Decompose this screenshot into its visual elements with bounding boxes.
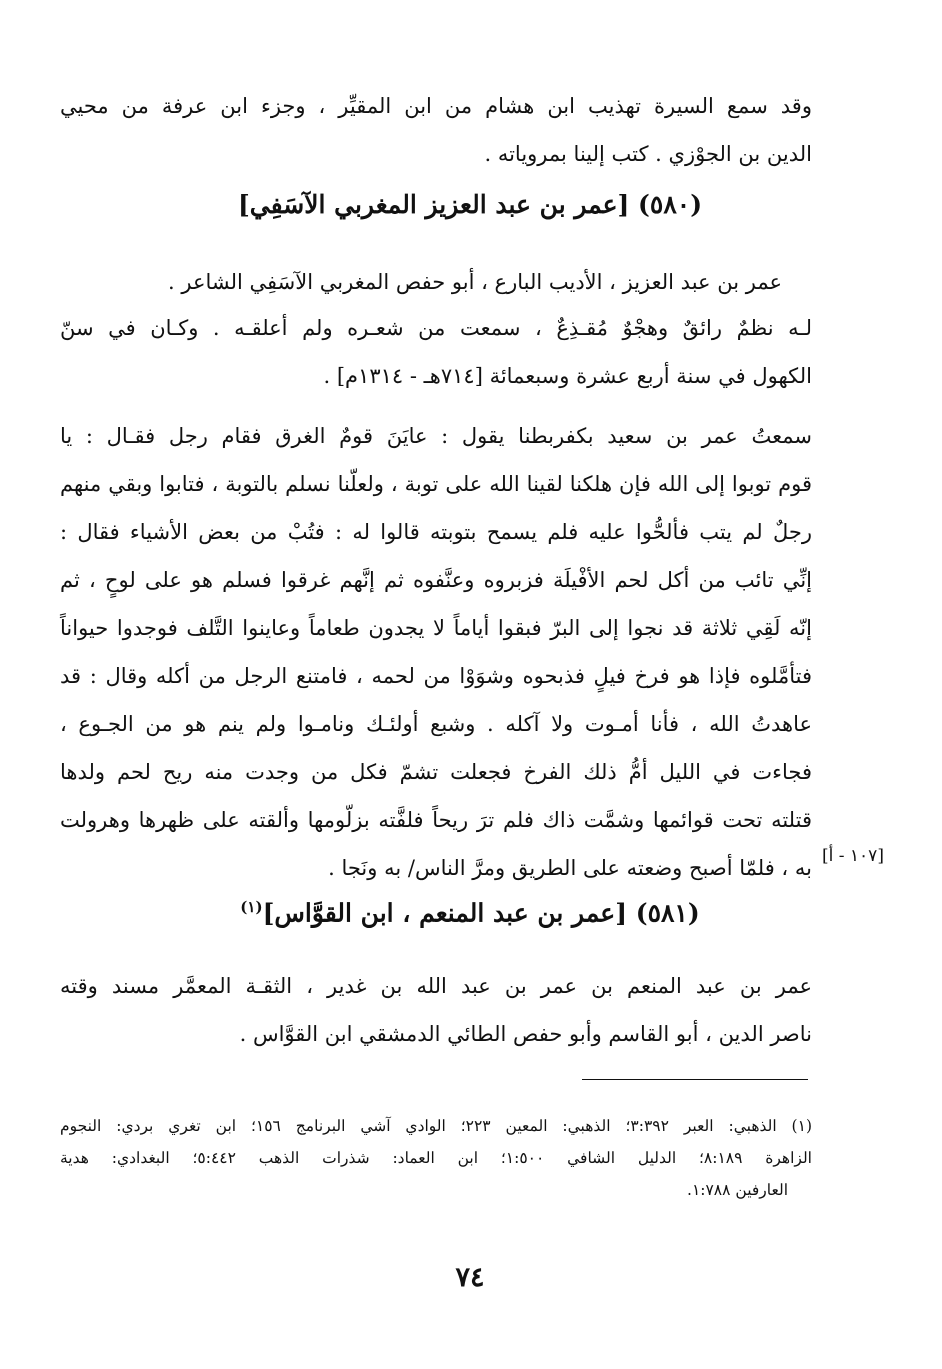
text-line: الكهول في سنة أربع عشرة وسبعمائة [٧١٤هـ - ١٣١٤م] . [323, 364, 812, 388]
text-line: إنّه لَقِي ثلاثة قد نجوا إلى البرّ فبقوا أياماً لا يجدون طعاماً وعاينوا التَّلف فوجدوا حيواناً [60, 616, 812, 640]
entry-581-heading-text: (٥٨١) [عمر بن عبد المنعم ، ابن القوَّاس] [262, 898, 700, 928]
text-line: قوم توبوا إلى الله فإن هلكنا لقينا الله على توبة ، ولعلّنا نسلم بالتوبة ، فتابوا وبقي منهم [60, 472, 812, 496]
footnote-line: الزاهرة ٨:١٨٩؛ الدليل الشافي ١:٥٠٠؛ ابن العماد: شذرات الذهب ٥:٤٤٢؛ البغدادي: هدية [60, 1149, 812, 1167]
text-line: فجاءت في الليل أمُّ ذلك الفرخ فجعلت تشمّ فكل من وجدت منه ريح لحم ولدها [60, 760, 813, 784]
entry-580-paragraph-3 [60, 412, 812, 892]
text-line: عمر بن عبد العزيز ، الأديب البارع ، أبو حفص المغربي الآسَفِي الشاعر . [168, 270, 782, 294]
text-line: سمعتُ عمر بن سعيد بكفربطنا يقول : عايَنَ قومٌ الغرق فقام رجل فقـال : يا [60, 424, 812, 448]
footnote-separator [582, 1079, 808, 1080]
entry-580-paragraph-2 [60, 304, 812, 400]
text-line: عاهدتُ الله ، فأنا أمـوت ولا آكله . وشبع أولئـك ونامـوا ولم ينم هو من الجـوع ، [60, 712, 812, 736]
text-line: إنِّي تائب من أكل لحم الأفْيلَة فزبروه وعنَّفوه ثم إنَّهم غرقوا فسلم هو على لوحٍ ، ثم [60, 568, 812, 592]
text-line: به ، فلمّا أصبح وضعته على الطريق ومرَّ الناس/ به ونَجا . [328, 856, 812, 880]
entry-581-paragraph-1 [60, 962, 812, 1058]
text-line: فتأمَّلوه فإذا هو فرخ فيلٍ فذبحوه وشوَوْا من لحمه ، فامتنع الرجل من أكله وقال : قد [60, 664, 812, 688]
entry-580-heading: (٥٨٠) [عمر بن عبد العزيز المغربي الآسَفِي] [237, 190, 703, 219]
footnote [60, 1110, 812, 1206]
text-line: رجلٌ لم يتب فألحُّوا عليه فلم يسمح بتوبته قالوا له : فتُبْ من بعض الأشياء فقال : [60, 520, 812, 544]
intro-paragraph [60, 82, 812, 178]
folio-margin-note: [١٠٧ - أ] [822, 846, 884, 866]
entry-581-heading [60, 898, 880, 927]
footnote-line: (١) الذهبي: العبر ٣:٣٩٢؛ الذهبي: المعين ٢٢٣؛ الوادي آشي البرنامج ١٥٦؛ ابن تغري بردي: النجوم [60, 1117, 812, 1135]
footnote-marker: (١) [240, 898, 263, 916]
text-line: الدين بن الجوْزي . كتب إلينا بمروياته . [484, 142, 812, 166]
entry-580-paragraph-1 [60, 258, 812, 306]
text-line: وقد سمع السيرة تهذيب ابن هشام من ابن المقيِّر ، وجزء ابن عرفة من محيي [60, 94, 812, 118]
text-line: قتلته تحت قوائمها وشمَّت ذاك فلم ترَ ريحاً فلفَّته بزلّومها وألقته على ظهرها وهرولت [60, 808, 812, 832]
page-number: ٧٤ [455, 1262, 485, 1293]
text-line: لـه نظمٌ رائقٌ وهجْوٌ مُقـذِعٌ ، سمعت من شعـره ولم أعلقـه . وكـان في سنّ [60, 316, 812, 340]
footnote-line: العارفين ١:٧٨٨. [687, 1181, 788, 1199]
text-line: ناصر الدين ، أبو القاسم وأبو حفص الطائي الدمشقي ابن القوَّاس . [239, 1022, 812, 1046]
text-line: عمر بن عبد المنعم بن عمر بن عبد الله بن غدير ، الثقـة المعمَّر مسند وقته [60, 974, 812, 998]
